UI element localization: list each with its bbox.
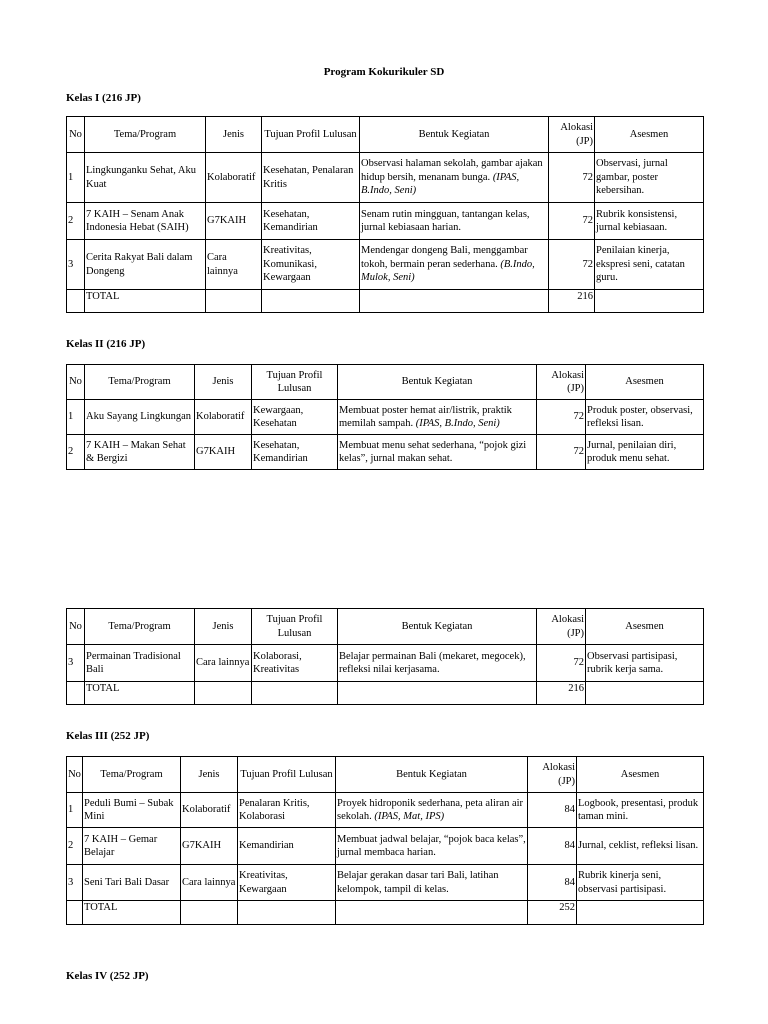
header-jenis: Jenis — [195, 365, 252, 400]
cell-no: 2 — [67, 828, 83, 865]
cell-alokasi: 72 — [537, 435, 586, 470]
header-asesmen: Asesmen — [586, 609, 704, 645]
cell-empty — [577, 901, 704, 925]
header-tema: Tema/Program — [85, 117, 206, 153]
header-tema: Tema/Program — [85, 365, 195, 400]
cell-tema: Lingkunganku Sehat, Aku Kuat — [85, 153, 206, 203]
cell-empty — [595, 290, 704, 313]
total-row — [67, 682, 704, 705]
header-tema: Tema/Program — [85, 609, 195, 645]
cell-asesmen: Observasi partisipasi, rubrik kerja sama. — [586, 645, 704, 682]
total-row — [67, 901, 704, 925]
cell-asesmen: Jurnal, penilaian diri, produk menu sehat. — [586, 435, 704, 470]
table-row — [67, 645, 704, 682]
cell-tujuan: Kewargaan, Kesehatan — [252, 400, 338, 435]
cell-bentuk — [338, 645, 537, 682]
table-header-row — [67, 117, 704, 153]
cell-empty — [336, 901, 528, 925]
cell-tujuan: Kesehatan, Kemandirian — [252, 435, 338, 470]
cell-bentuk — [336, 828, 528, 865]
kegiatan-text: Belajar gerakan dasar tari Bali, latihan kelompok, tampil di kelas. — [337, 870, 499, 895]
header-tema: Tema/Program — [83, 757, 181, 793]
header-no: No — [67, 609, 85, 645]
header-tujuan: Tujuan Profil Lulusan — [238, 757, 336, 793]
header-no: No — [67, 757, 83, 793]
kegiatan-text: Observasi halaman sekolah, gambar ajakan hidup bersih, menanam bunga. — [361, 158, 543, 183]
cell-no: 1 — [67, 793, 83, 828]
cell-no: 1 — [67, 153, 85, 203]
cell-empty — [586, 682, 704, 705]
cell-alokasi: 84 — [528, 828, 577, 865]
kelas-3-table — [66, 756, 704, 925]
cell-bentuk — [360, 240, 549, 290]
cell-empty — [67, 290, 85, 313]
cell-tema: Cerita Rakyat Bali dalam Dongeng — [85, 240, 206, 290]
header-alokasi: Alokasi (JP) — [537, 365, 586, 400]
header-bentuk: Bentuk Kegiatan — [360, 117, 549, 153]
cell-jenis: Kolaboratif — [195, 400, 252, 435]
cell-alokasi: 72 — [549, 153, 595, 203]
cell-tema: 7 KAIH – Senam Anak Indonesia Hebat (SAIH) — [85, 203, 206, 240]
kegiatan-text: Mendengar dongeng Bali, menggambar tokoh, bermain peran sederhana. — [361, 245, 528, 270]
table-row — [67, 153, 704, 203]
cell-empty — [338, 682, 537, 705]
cell-tema: Seni Tari Bali Dasar — [83, 865, 181, 901]
cell-no: 3 — [67, 240, 85, 290]
header-alokasi: Alokasi (JP) — [528, 757, 577, 793]
cell-alokasi: 72 — [537, 645, 586, 682]
total-label: TOTAL — [85, 290, 206, 313]
cell-empty — [206, 290, 262, 313]
header-tujuan: Tujuan Profil Lulusan — [262, 117, 360, 153]
cell-tema: Aku Sayang Lingkungan — [85, 400, 195, 435]
header-no: No — [67, 117, 85, 153]
cell-bentuk — [336, 793, 528, 828]
mapel-note: (IPAS, B.Indo, Seni) — [415, 418, 500, 429]
header-jenis: Jenis — [181, 757, 238, 793]
kegiatan-text: Senam rutin mingguan, tantangan kelas, jurnal kebiasaan harian. — [361, 208, 530, 233]
total-label: TOTAL — [85, 682, 195, 705]
cell-tujuan: Kreativitas, Komunikasi, Kewargaan — [262, 240, 360, 290]
table-row — [67, 240, 704, 290]
kegiatan-text: Belajar permainan Bali (mekaret, megocek), refleksi nilai kerjasama. — [339, 650, 526, 675]
header-alokasi: Alokasi (JP) — [549, 117, 595, 153]
cell-tujuan: Kesehatan, Penalaran Kritis — [262, 153, 360, 203]
header-alokasi: Alokasi (JP) — [537, 609, 586, 645]
cell-empty — [67, 901, 83, 925]
cell-tujuan: Kemandirian — [238, 828, 336, 865]
header-jenis: Jenis — [195, 609, 252, 645]
kegiatan-text: Membuat poster hemat air/listrik, praktik memilah sampah. — [339, 404, 512, 429]
total-value: 216 — [549, 290, 595, 313]
cell-alokasi: 84 — [528, 865, 577, 901]
cell-bentuk — [360, 203, 549, 240]
cell-bentuk — [338, 435, 537, 470]
kegiatan-text: Membuat menu sehat sederhana, “pojok gizi kelas”, jurnal makan sehat. — [339, 439, 527, 464]
mapel-note: (B.Indo, Mulok, Seni) — [361, 258, 535, 284]
cell-empty — [195, 682, 252, 705]
cell-asesmen: Rubrik kinerja seni, observasi partisipasi. — [577, 865, 704, 901]
cell-bentuk — [338, 400, 537, 435]
table-header-row — [67, 365, 704, 400]
header-bentuk: Bentuk Kegiatan — [338, 365, 537, 400]
cell-alokasi: 72 — [549, 203, 595, 240]
cell-bentuk — [360, 153, 549, 203]
table-row — [67, 435, 704, 470]
cell-no: 2 — [67, 435, 85, 470]
table-row — [67, 203, 704, 240]
header-tujuan: Tujuan Profil Lulusan — [252, 365, 338, 400]
kelas-1-heading: Kelas I (216 JP) — [66, 92, 141, 104]
cell-asesmen: Produk poster, observasi, refleksi lisan. — [586, 400, 704, 435]
cell-tujuan: Kolaborasi, Kreativitas — [252, 645, 338, 682]
cell-tema: Permainan Tradisional Bali — [85, 645, 195, 682]
cell-empty — [252, 682, 338, 705]
header-jenis: Jenis — [206, 117, 262, 153]
cell-jenis: Cara lainnya — [206, 240, 262, 290]
header-tujuan: Tujuan Profil Lulusan — [252, 609, 338, 645]
table-row — [67, 865, 704, 901]
cell-jenis: G7KAIH — [181, 828, 238, 865]
mapel-note: (IPAS, Mat, IPS) — [374, 811, 445, 822]
kegiatan-text: Proyek hidroponik sederhana, peta aliran air sekolah. — [337, 797, 524, 822]
header-asesmen: Asesmen — [586, 365, 704, 400]
table-row — [67, 828, 704, 865]
kelas-2-table — [66, 364, 704, 470]
cell-tema: 7 KAIH – Makan Sehat & Bergizi — [85, 435, 195, 470]
document-title: Program Kokurikuler SD — [323, 66, 445, 78]
kelas-1-table — [66, 116, 704, 313]
total-label: TOTAL — [83, 901, 181, 925]
cell-jenis: G7KAIH — [195, 435, 252, 470]
kelas-2-heading: Kelas II (216 JP) — [66, 338, 146, 350]
cell-jenis: Kolaboratif — [206, 153, 262, 203]
kelas-4-heading: Kelas IV (252 JP) — [66, 970, 149, 982]
cell-empty — [262, 290, 360, 313]
kegiatan-text: Membuat jadwal belajar, “pojok baca kelas”, jurnal membaca harian. — [337, 833, 526, 858]
cell-empty — [181, 901, 238, 925]
header-no: No — [67, 365, 85, 400]
cell-jenis: G7KAIH — [206, 203, 262, 240]
cell-tujuan: Penalaran Kritis, Kolaborasi — [238, 793, 336, 828]
cell-tujuan: Kesehatan, Kemandirian — [262, 203, 360, 240]
cell-alokasi: 72 — [537, 400, 586, 435]
total-value: 252 — [528, 901, 577, 925]
cell-no: 2 — [67, 203, 85, 240]
table-row — [67, 400, 704, 435]
table-header-row — [67, 757, 704, 793]
cell-empty — [360, 290, 549, 313]
cell-no: 3 — [67, 865, 83, 901]
cell-asesmen: Penilaian kinerja, ekspresi seni, catatan guru. — [595, 240, 704, 290]
mapel-note: (IPAS, B.Indo, Seni) — [361, 171, 520, 197]
cell-no: 1 — [67, 400, 85, 435]
cell-jenis: Cara lainnya — [181, 865, 238, 901]
header-asesmen: Asesmen — [577, 757, 704, 793]
kelas-2-table-continued — [66, 608, 704, 705]
cell-asesmen: Logbook, presentasi, produk taman mini. — [577, 793, 704, 828]
cell-asesmen: Rubrik konsistensi, jurnal kebiasaan. — [595, 203, 704, 240]
total-row — [67, 290, 704, 313]
cell-asesmen: Observasi, jurnal gambar, poster kebersihan. — [595, 153, 704, 203]
kelas-3-heading: Kelas III (252 JP) — [66, 730, 150, 742]
cell-asesmen: Jurnal, ceklist, refleksi lisan. — [577, 828, 704, 865]
cell-tema: Peduli Bumi – Subak Mini — [83, 793, 181, 828]
total-value: 216 — [537, 682, 586, 705]
cell-tema: 7 KAIH – Gemar Belajar — [83, 828, 181, 865]
table-row — [67, 793, 704, 828]
header-bentuk: Bentuk Kegiatan — [338, 609, 537, 645]
cell-jenis: Kolaboratif — [181, 793, 238, 828]
cell-tujuan: Kreativitas, Kewargaan — [238, 865, 336, 901]
header-bentuk: Bentuk Kegiatan — [336, 757, 528, 793]
cell-empty — [238, 901, 336, 925]
cell-no: 3 — [67, 645, 85, 682]
table-header-row — [67, 609, 704, 645]
cell-bentuk — [336, 865, 528, 901]
cell-empty — [67, 682, 85, 705]
cell-alokasi: 72 — [549, 240, 595, 290]
header-asesmen: Asesmen — [595, 117, 704, 153]
cell-jenis: Cara lainnya — [195, 645, 252, 682]
cell-alokasi: 84 — [528, 793, 577, 828]
